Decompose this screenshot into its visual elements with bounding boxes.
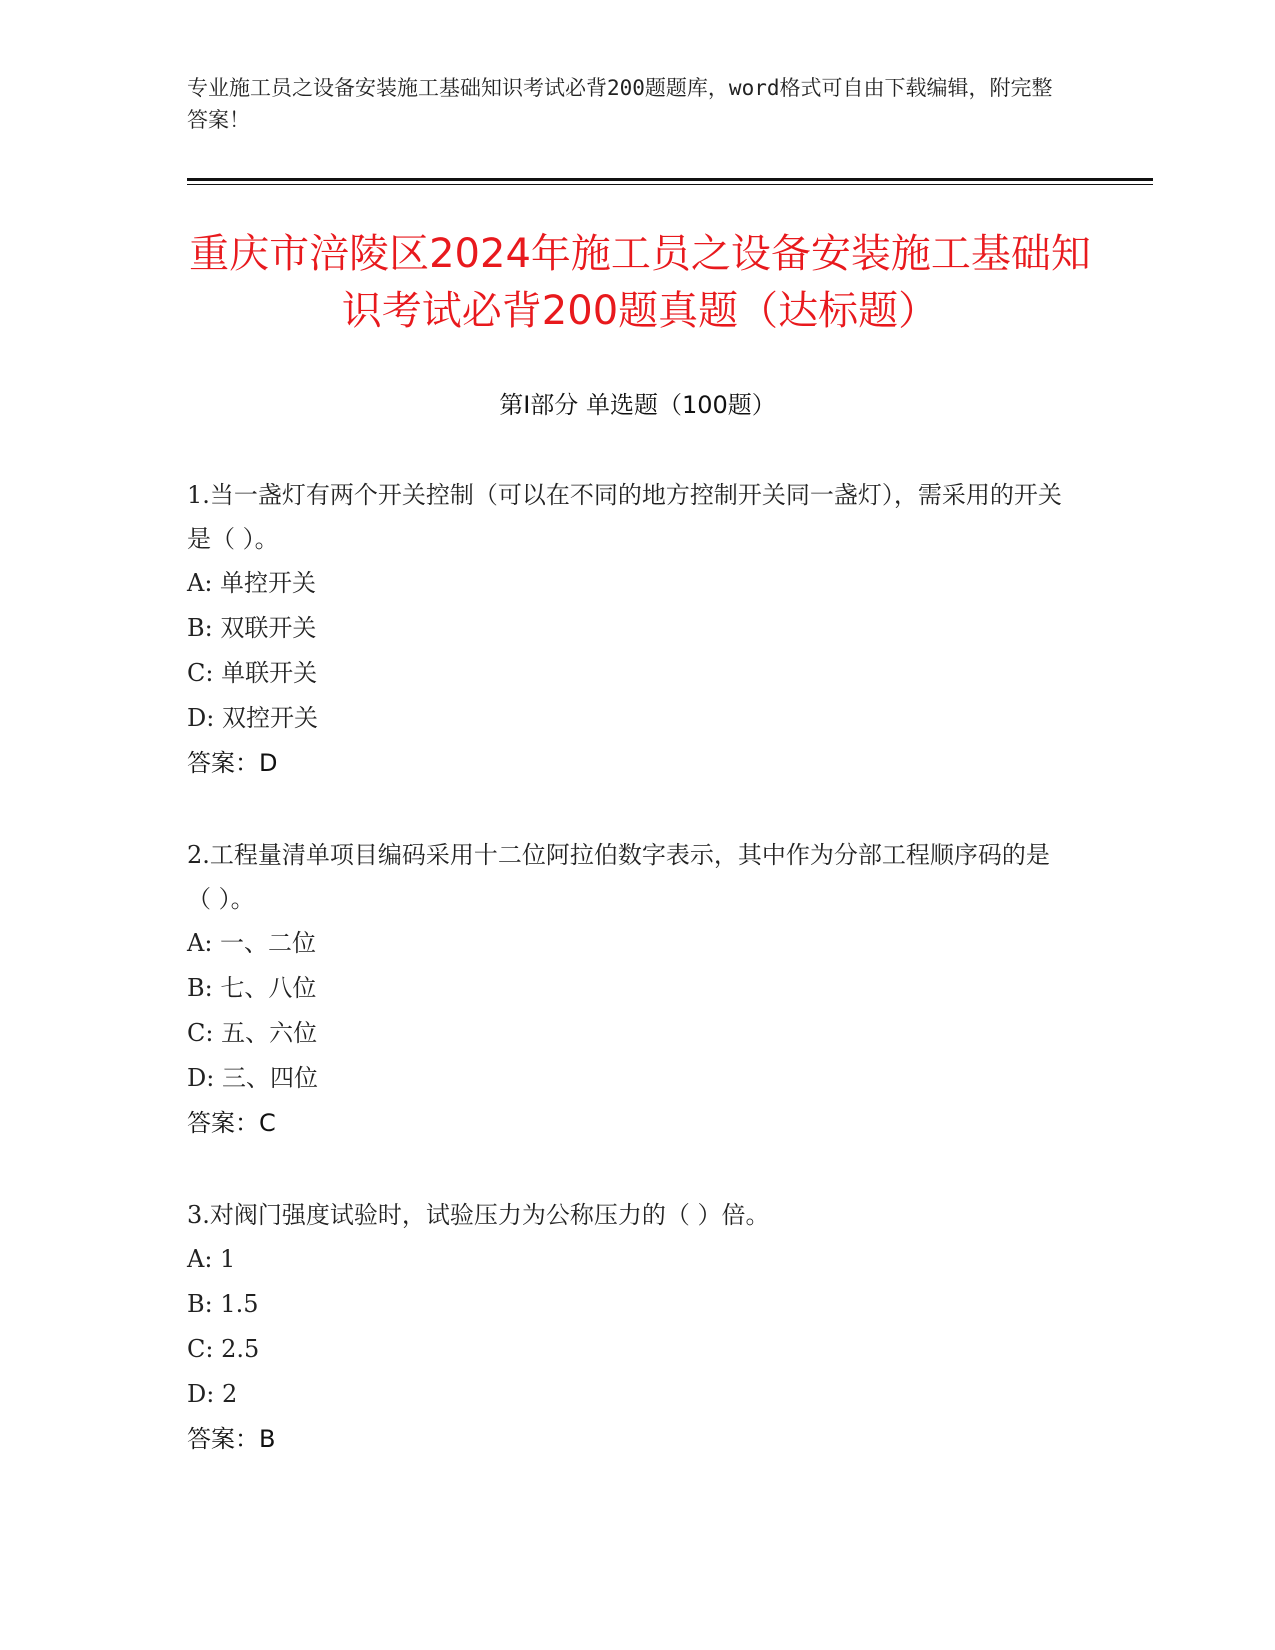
option-b: B: 1.5 — [187, 1290, 259, 1318]
answer: 答案：C — [187, 1109, 276, 1137]
option-c: C: 单联开关 — [187, 659, 318, 687]
question-stem: 1.当一盏灯有两个开关控制（可以在不同的地方控制开关同一盏灯），需采用的开关是（ ）。 — [187, 481, 1062, 553]
option-d: D: 三、四位 — [187, 1064, 318, 1092]
section-heading: 第Ⅰ部分 单选题（100题） — [499, 391, 776, 419]
header-note: 专业施工员之设备安装施工基础知识考试必背200题题库，word格式可自由下载编辑，附完整答案！ — [187, 76, 1053, 132]
document-title: 重庆市涪陵区2024年施工员之设备安装施工基础知识考试必背200题真题（达标题） — [189, 231, 1091, 334]
option-b: B: 七、八位 — [187, 974, 317, 1002]
option-c: C: 五、六位 — [187, 1019, 318, 1047]
option-b: B: 双联开关 — [187, 614, 317, 642]
option-d: D: 2 — [187, 1380, 238, 1408]
option-a: A: 一、二位 — [187, 929, 317, 957]
answer: 答案：D — [187, 749, 278, 777]
question-stem: 3.对阀门强度试验时，试验压力为公称压力的（ ）倍。 — [187, 1201, 770, 1229]
question-block — [187, 833, 1067, 1146]
option-a: A: 单控开关 — [187, 569, 317, 597]
header-rule-thin — [187, 184, 1153, 185]
option-c: C: 2.5 — [187, 1335, 260, 1363]
question-block — [187, 473, 1067, 786]
header-rule-thick — [187, 178, 1153, 181]
option-d: D: 双控开关 — [187, 704, 318, 732]
option-a: A: 1 — [187, 1245, 236, 1273]
question-stem: 2.工程量清单项目编码采用十二位阿拉伯数字表示，其中作为分部工程顺序码的是（ ）。 — [187, 841, 1050, 913]
question-block — [187, 1193, 1067, 1462]
answer: 答案：B — [187, 1425, 276, 1453]
